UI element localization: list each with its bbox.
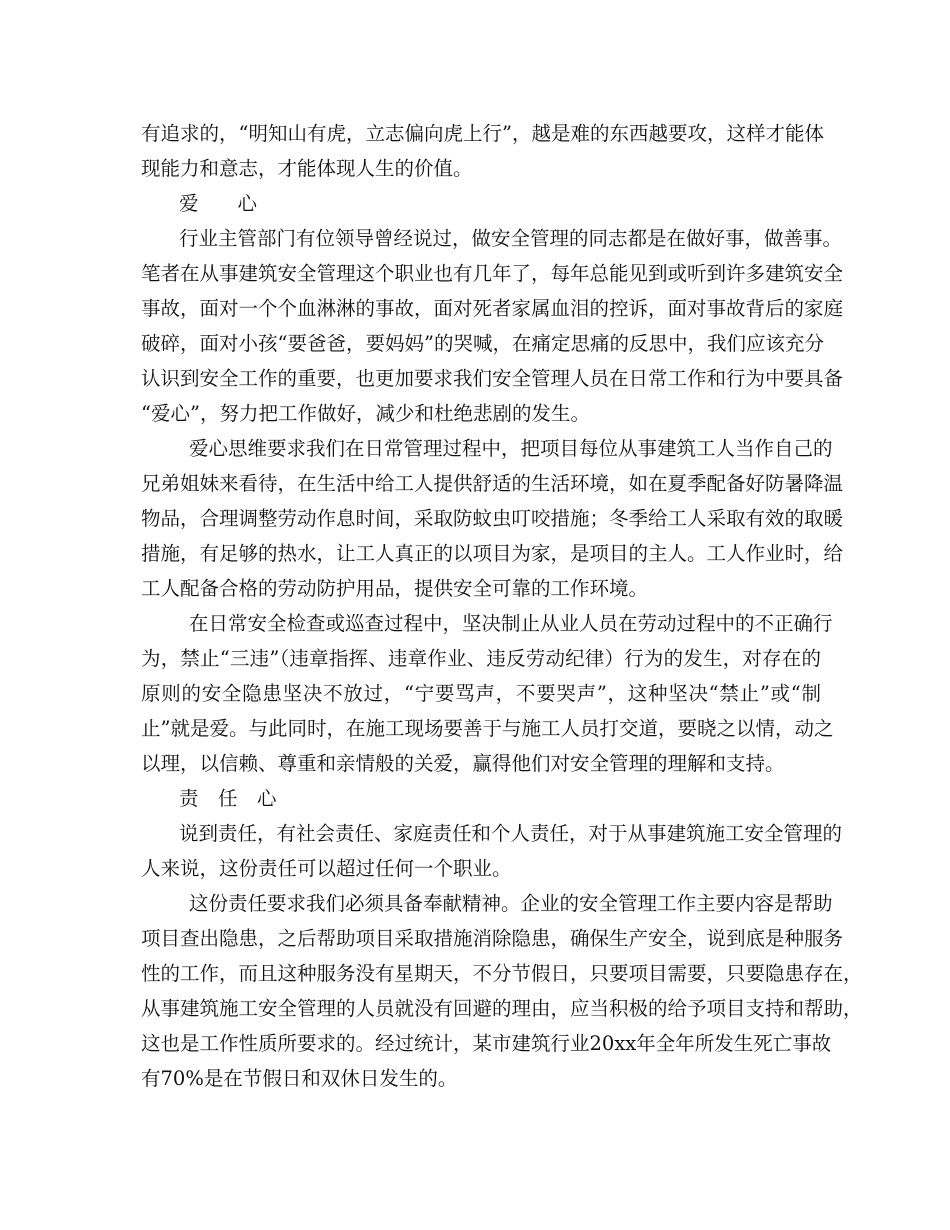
text-line: 事故，面对一个个血淋淋的事故，面对死者家属血泪的控诉，面对事故背后的家庭 [141,297,844,320]
section-heading-love: 爱 心 [179,192,258,215]
document-body [141,116,863,1096]
text-line: 项目查出隐患，之后帮助项目采取措施消除隐患，确保生产安全，说到底是种服务 [141,927,844,950]
text-line: 这也是工作性质所要求的。经过统计，某市建筑行业20xx年全年所发生死亡事故 [141,1032,832,1055]
text-line: 有追求的，“明知山有虎，立志偏向虎上行”，越是难的东西越要攻，这样才能体 [141,122,824,145]
text-line: 为，禁止“三违”（违章指挥、违章作业、违反劳动纪律）行为的发生，对存在的 [141,647,821,670]
text-line: 止”就是爱。与此同时，在施工现场要善于与施工人员打交道，要晓之以情，动之 [141,717,834,740]
text-line: 兄弟姐妹来看待，在生活中给工人提供舒适的生活环境，如在夏季配备好防暑降温 [141,472,844,495]
text-line: 性的工作，而且这种服务没有星期天，不分节假日，只要项目需要，只要隐患存在， [141,962,863,985]
text-line: 爱心思维要求我们在日常管理过程中，把项目每位从事建筑工人当作自己的 [189,437,833,460]
section-heading-responsibility: 责 任 心 [179,787,277,810]
text-line: 在日常安全检查或巡查过程中，坚决制止从业人员在劳动过程中的不正确行 [189,612,833,635]
text-line: 认识到安全工作的重要，也更加要求我们安全管理人员在日常工作和行为中要具备 [141,367,844,390]
text-line: 有70%是在节假日和双休日发生的。 [141,1067,458,1090]
text-line: “爱心”，努力把工作做好，减少和杜绝悲剧的发生。 [141,402,590,425]
text-line: 人来说，这份责任可以超过任何一个职业。 [141,857,512,880]
text-line: 现能力和意志，才能体现人生的价值。 [141,157,473,180]
text-line: 从事建筑施工安全管理的人员就没有回避的理由，应当积极的给予项目支持和帮助， [141,997,863,1020]
text-line: 工人配备合格的劳动防护用品，提供安全可靠的工作环境。 [141,577,649,600]
text-line: 物品，合理调整劳动作息时间，采取防蚊虫叮咬措施；冬季给工人采取有效的取暖 [141,507,844,530]
text-line: 行业主管部门有位领导曾经说过，做安全管理的同志都是在做好事，做善事。 [179,227,843,250]
text-line: 笔者在从事建筑安全管理这个职业也有几年了，每年总能见到或听到许多建筑安全 [141,262,844,285]
text-line: 说到责任，有社会责任、家庭责任和个人责任，对于从事建筑施工安全管理的 [179,822,843,845]
text-line: 这份责任要求我们必须具备奉献精神。企业的安全管理工作主要内容是帮助 [189,892,833,915]
text-line: 措施，有足够的热水，让工人真正的以项目为家，是项目的主人。工人作业时，给 [141,542,844,565]
text-line: 原则的安全隐患坚决不放过，“宁要骂声，不要哭声”，这种坚决“禁止”或“制 [141,682,821,705]
text-line: 以理，以信赖、尊重和亲情般的关爱，赢得他们对安全管理的理解和支持。 [141,752,785,775]
text-line: 破碎，面对小孩“要爸爸，要妈妈”的哭喊，在痛定思痛的反思中，我们应该充分 [141,332,824,355]
